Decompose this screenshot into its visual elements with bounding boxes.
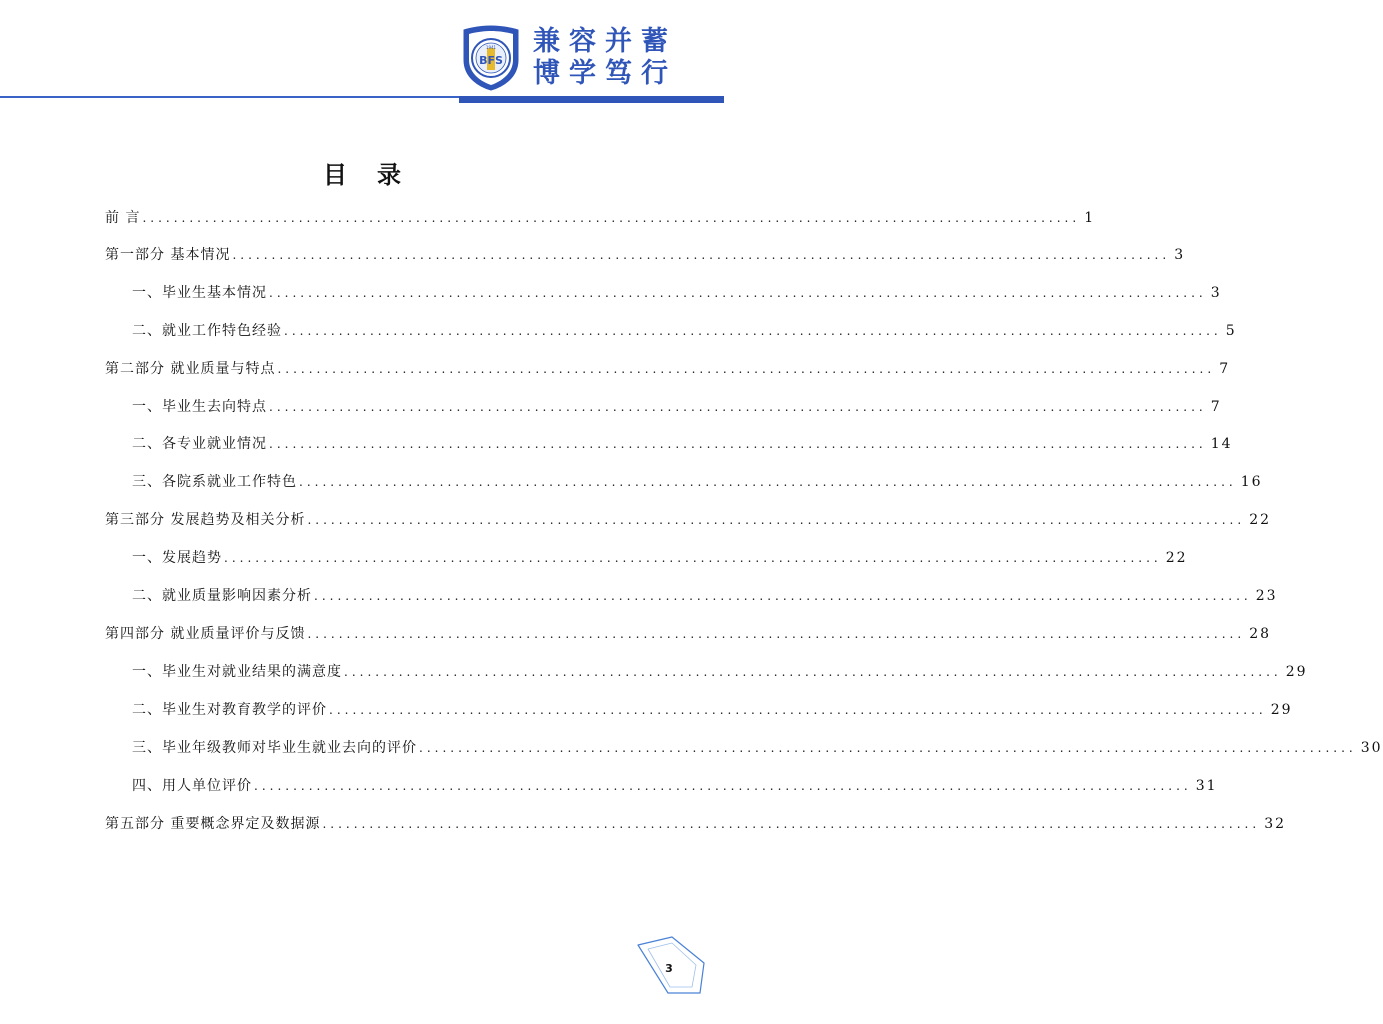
university-seal-icon bbox=[460, 24, 522, 92]
toc-entry-page: 16 bbox=[1240, 474, 1263, 490]
university-motto bbox=[533, 26, 703, 90]
toc-leader-dots: ........................................................................................................................ bbox=[299, 475, 1237, 489]
toc-entry-label: 一、发展趋势 bbox=[132, 550, 222, 566]
toc-entry[interactable] bbox=[105, 359, 1231, 379]
toc-entry[interactable] bbox=[132, 321, 1237, 341]
toc-entry[interactable] bbox=[132, 434, 1233, 454]
toc-entry-label: 三、各院系就业工作特色 bbox=[132, 474, 297, 490]
toc-leader-dots: ........................................................................................................................ bbox=[224, 551, 1162, 565]
toc-entry[interactable] bbox=[105, 814, 1287, 834]
toc-leader-dots: ........................................................................................................................ bbox=[269, 437, 1207, 451]
toc-entry-label: 二、就业工作特色经验 bbox=[132, 323, 282, 339]
toc-entry[interactable] bbox=[105, 510, 1272, 530]
seal-letters: BFS bbox=[479, 54, 503, 67]
toc-entry-label: 一、毕业生基本情况 bbox=[132, 285, 267, 301]
header-accent-bar bbox=[459, 96, 724, 103]
toc-entry-label: 二、各专业就业情况 bbox=[132, 436, 267, 452]
toc-leader-dots: ........................................................................................................................ bbox=[322, 817, 1261, 831]
toc-leader-dots: ........................................................................................................................ bbox=[419, 741, 1357, 755]
toc-entry-page: 31 bbox=[1195, 778, 1218, 794]
toc-entry-page: 14 bbox=[1210, 436, 1233, 452]
toc-leader-dots: ........................................................................................................................ bbox=[269, 400, 1207, 414]
toc-entry-label: 三、毕业年级教师对毕业生就业去向的评价 bbox=[132, 740, 417, 756]
toc-entry[interactable] bbox=[105, 208, 1096, 228]
toc-leader-dots: ........................................................................................................................ bbox=[314, 589, 1252, 603]
toc-entry-page: 28 bbox=[1249, 626, 1272, 642]
toc-entry[interactable] bbox=[105, 245, 1186, 265]
toc-entry-page: 30 bbox=[1360, 740, 1383, 756]
toc-entry-label: 四、用人单位评价 bbox=[132, 778, 252, 794]
toc-entry-label: 前 言 bbox=[105, 210, 141, 226]
toc-leader-dots: ........................................................................................................................ bbox=[277, 362, 1216, 376]
toc-leader-dots: ........................................................................................................................ bbox=[142, 211, 1081, 225]
page-number: 3 bbox=[665, 962, 673, 975]
toc-leader-dots: ........................................................................................................................ bbox=[307, 627, 1246, 641]
page-title: 目录 bbox=[323, 161, 431, 189]
toc-entry-label: 一、毕业生去向特点 bbox=[132, 399, 267, 415]
toc-entry-label: 一、毕业生对就业结果的满意度 bbox=[132, 664, 342, 680]
motto-line-1: 兼容并蓄 bbox=[533, 26, 677, 57]
toc-entry[interactable] bbox=[132, 472, 1263, 492]
toc-entry-page: 1 bbox=[1084, 210, 1096, 226]
toc-entry-label: 第二部分 就业质量与特点 bbox=[105, 361, 276, 377]
toc-entry[interactable] bbox=[105, 624, 1272, 644]
motto-line-2: 博学笃行 bbox=[533, 58, 677, 89]
toc-entry-page: 22 bbox=[1249, 512, 1272, 528]
toc-entry[interactable] bbox=[132, 548, 1188, 568]
toc-entry-page: 7 bbox=[1210, 399, 1222, 415]
toc-entry[interactable] bbox=[132, 776, 1218, 796]
toc-entry[interactable] bbox=[132, 662, 1308, 682]
toc-entry[interactable] bbox=[132, 397, 1222, 417]
toc-entry[interactable] bbox=[132, 738, 1383, 758]
toc-entry-page: 23 bbox=[1255, 588, 1278, 604]
toc-entry-label: 第一部分 基本情况 bbox=[105, 247, 231, 263]
toc-entry-page: 32 bbox=[1264, 816, 1287, 832]
toc-entry-page: 3 bbox=[1210, 285, 1222, 301]
toc-entry-page: 29 bbox=[1285, 664, 1308, 680]
toc-leader-dots: ........................................................................................................................ bbox=[307, 513, 1246, 527]
seal-year: 1941 bbox=[485, 45, 497, 50]
toc-entry-page: 22 bbox=[1165, 550, 1188, 566]
toc-entry-label: 二、就业质量影响因素分析 bbox=[132, 588, 312, 604]
toc-entry-page: 29 bbox=[1270, 702, 1293, 718]
toc-entry-label: 第四部分 就业质量评价与反馈 bbox=[105, 626, 306, 642]
toc-leader-dots: ........................................................................................................................ bbox=[329, 703, 1267, 717]
toc-entry[interactable] bbox=[132, 283, 1222, 303]
toc-leader-dots: ........................................................................................................................ bbox=[232, 248, 1171, 262]
toc-entry-label: 第五部分 重要概念界定及数据源 bbox=[105, 816, 321, 832]
toc-leader-dots: ........................................................................................................................ bbox=[269, 286, 1207, 300]
toc-entry-label: 第三部分 发展趋势及相关分析 bbox=[105, 512, 306, 528]
toc-entry-page: 5 bbox=[1225, 323, 1237, 339]
toc-leader-dots: ........................................................................................................................ bbox=[284, 324, 1222, 338]
toc-leader-dots: ........................................................................................................................ bbox=[344, 665, 1282, 679]
toc-entry[interactable] bbox=[132, 700, 1293, 720]
toc-entry-label: 二、毕业生对教育教学的评价 bbox=[132, 702, 327, 718]
toc-entry-page: 3 bbox=[1174, 247, 1186, 263]
toc-leader-dots: ........................................................................................................................ bbox=[254, 779, 1192, 793]
toc-entry-page: 7 bbox=[1219, 361, 1231, 377]
toc-entry[interactable] bbox=[132, 586, 1278, 606]
